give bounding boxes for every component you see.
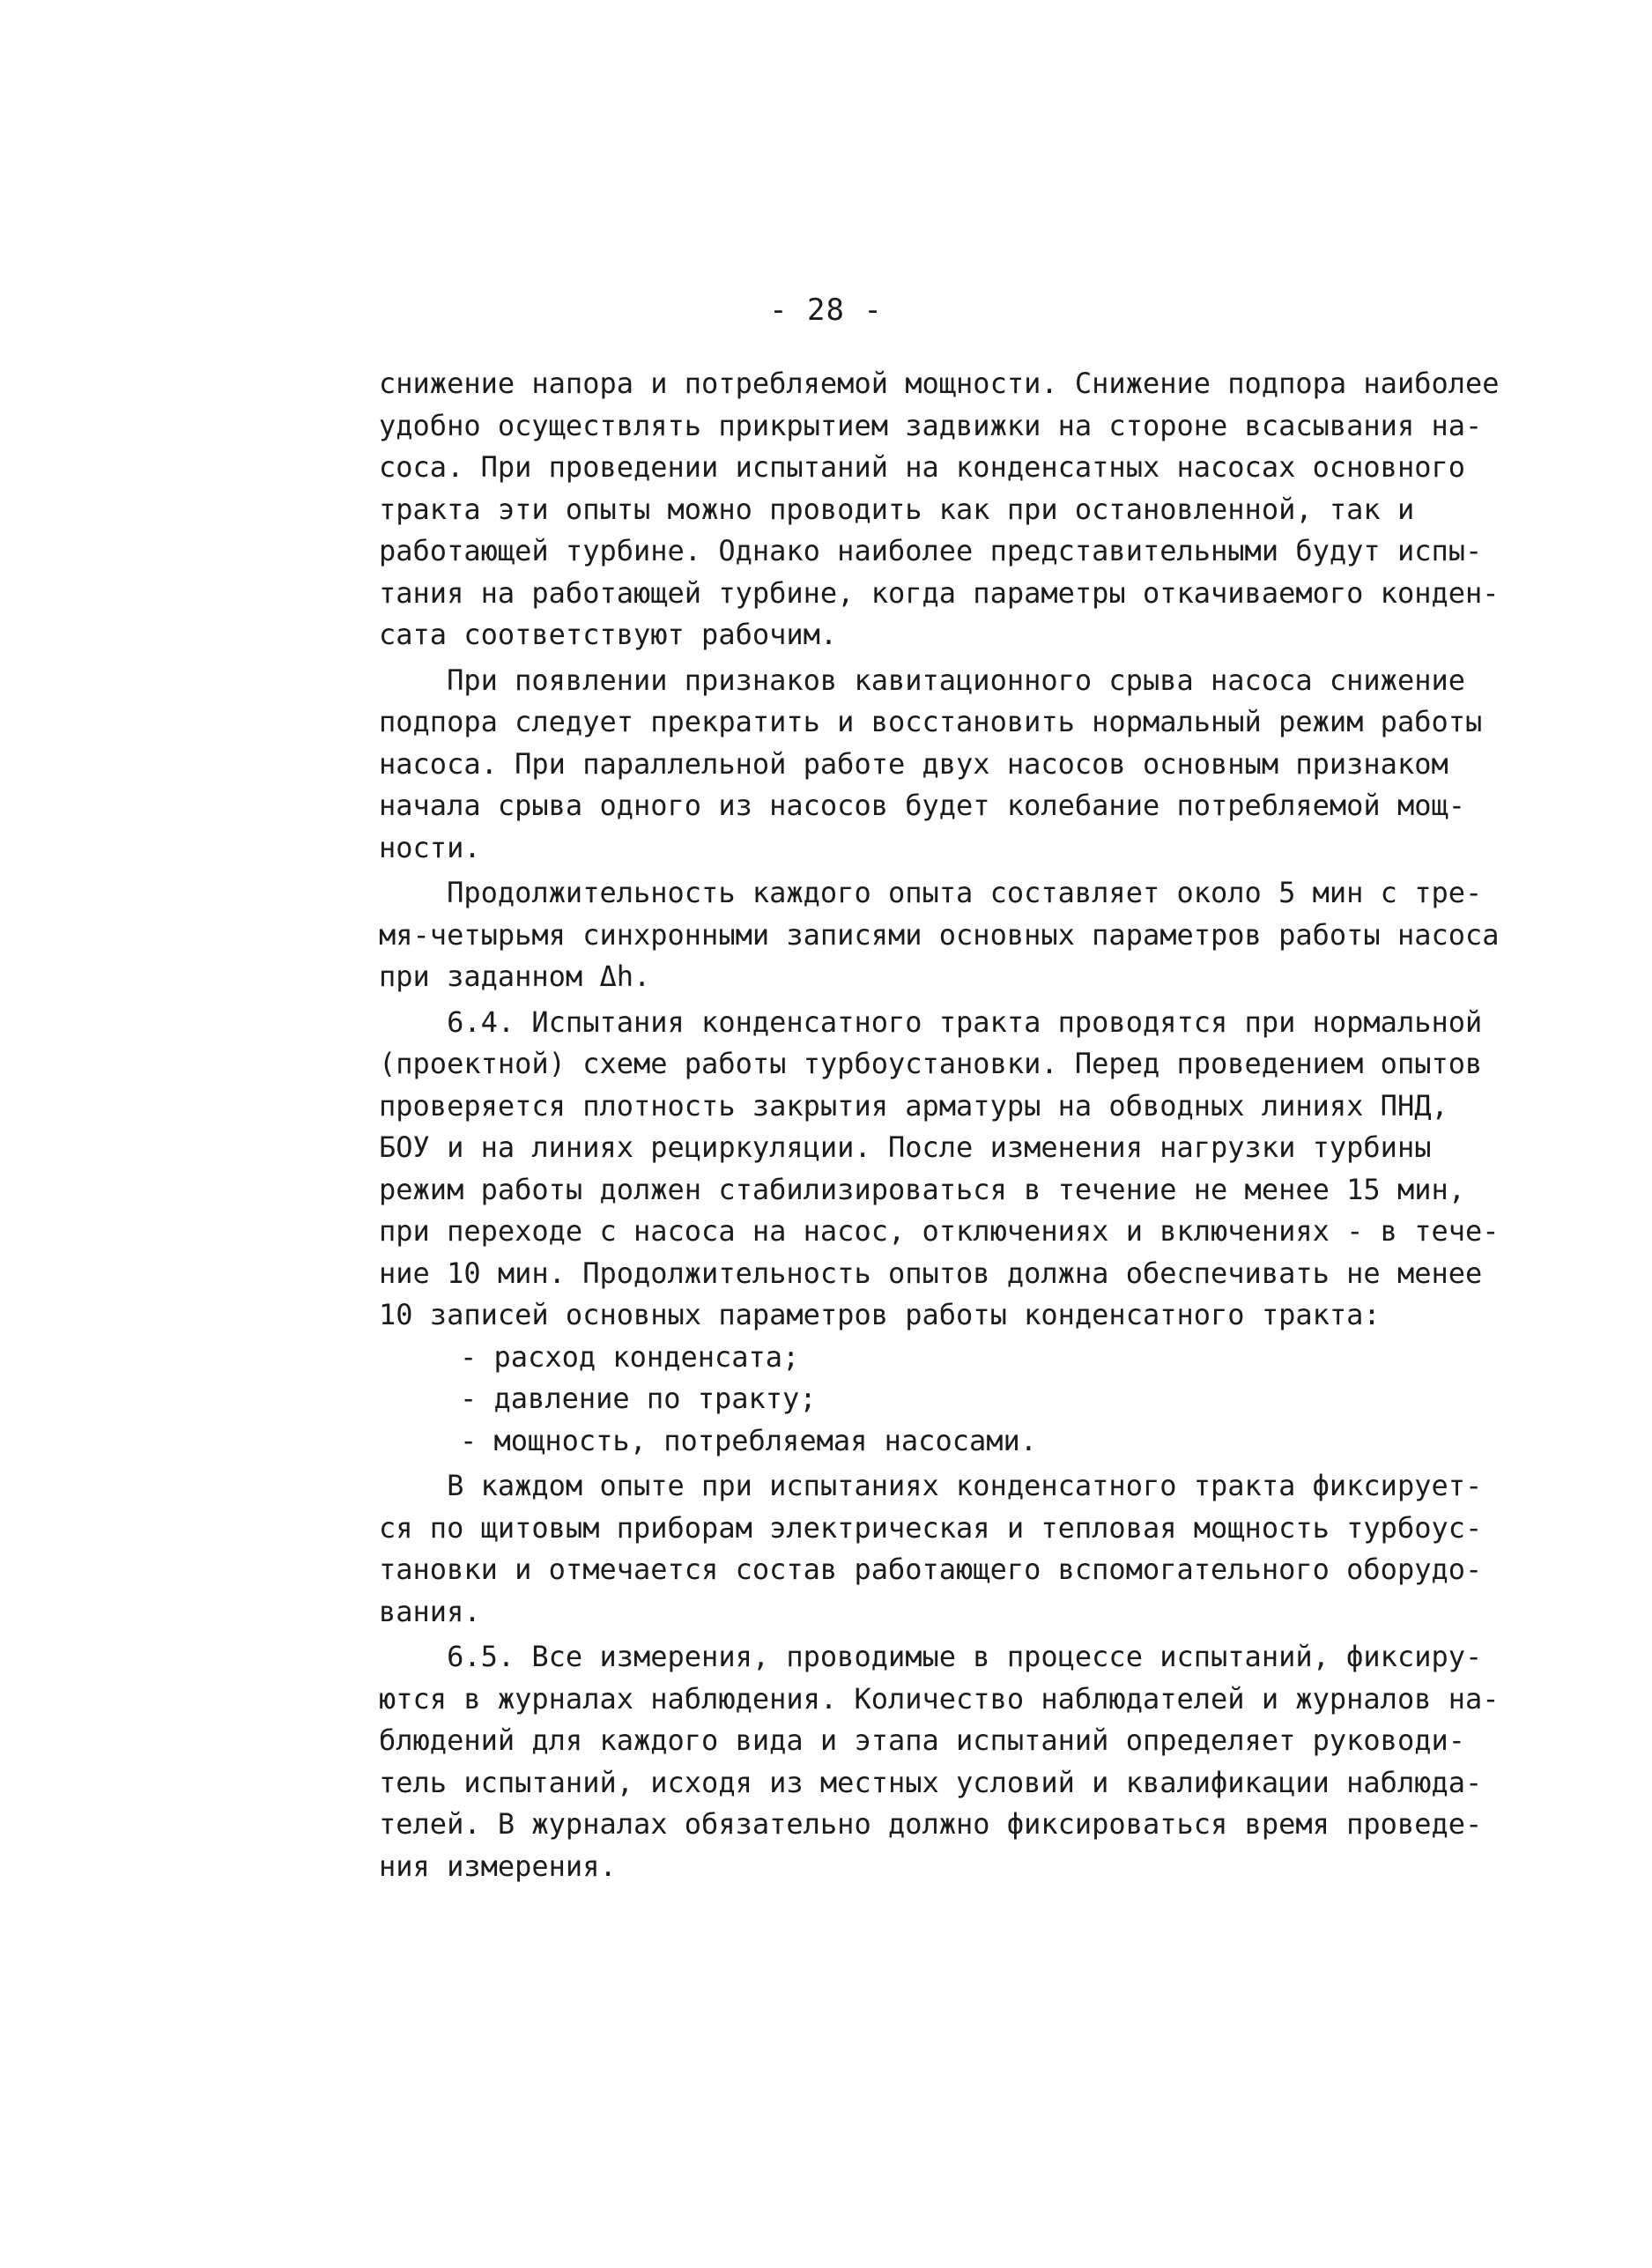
list-item: - расход конденсата; [460, 1339, 800, 1374]
text-line: тель испытаний, исходя из местных условий и квалификации наблюда- [379, 1765, 1483, 1799]
text-line: ности. [379, 830, 481, 864]
text-line: 10 записей основных параметров работы конденсатного тракта: [379, 1298, 1381, 1331]
text-line: (проектной) схеме работы турбоустановки. Перед проведением опытов [379, 1047, 1483, 1080]
text-line: 6.5. Все измерения, проводимые в процессе испытаний, фиксиру- [379, 1640, 1483, 1673]
list-item: - мощность, потребляемая насосами. [460, 1423, 1038, 1457]
text-line: телей. В журналах обязательно должно фиксироваться время проведе- [379, 1807, 1483, 1841]
text-line: тания на работающей турбине, когда параметры откачиваемого конден- [379, 575, 1500, 610]
document-body [379, 363, 1524, 1887]
paragraph-section-6-5 [379, 1636, 1524, 1887]
page-number: - 28 - [769, 293, 883, 328]
text-line: тановки и отмечается состав работающего вспомогательного оборудо- [379, 1553, 1483, 1586]
text-line: мя-четырьмя синхронными записями основных параметров работы насоса [379, 917, 1500, 952]
text-line: тракта эти опыты можно проводить как при остановленной, так и [379, 492, 1415, 526]
text-line: при заданном Δh. [379, 960, 651, 993]
text-line: проверяется плотность закрытия арматуры на обводных линиях ПНД, [379, 1088, 1448, 1123]
paragraph-1 [379, 363, 1524, 656]
text-line: подпора следует прекратить и восстановить нормальный режим работы [379, 705, 1483, 738]
text-line: работающей турбине. Однако наиболее представительными будут испы- [379, 534, 1483, 567]
text-line: блюдений для каждого вида и этапа испытаний определяет руководи- [379, 1723, 1465, 1757]
paragraph-2 [379, 660, 1524, 870]
text-line: ются в журналах наблюдения. Количество наблюдателей и журналов на- [379, 1681, 1500, 1716]
paragraph-section-6-4 [379, 1002, 1524, 1337]
text-line: В каждом опыте при испытаниях конденсатного тракта фиксирует- [379, 1469, 1483, 1502]
text-line: насоса. При параллельной работе двух насосов основным признаком [379, 746, 1448, 781]
text-line: соса. При проведении испытаний на конденсатных насосах основного [379, 450, 1465, 484]
paragraph-5 [379, 1465, 1524, 1633]
text-line: ния измерения. [379, 1849, 617, 1883]
list-item: - давление по тракту; [460, 1382, 817, 1415]
text-line: сата соответствуют рабочим. [379, 618, 838, 651]
parameter-list [379, 1337, 1524, 1463]
text-line: начала срыва одного из насосов будет колебание потребляемой мощ- [379, 789, 1465, 822]
text-line: ся по щитовым приборам электрическая и тепловая мощность турбоус- [379, 1510, 1483, 1545]
text-line: режим работы должен стабилизироваться в течение не менее 15 мин, [379, 1172, 1465, 1206]
text-line: БОУ и на линиях рециркуляции. После изменения нагрузки турбины [379, 1130, 1432, 1164]
text-line: 6.4. Испытания конденсатного тракта проводятся при нормальной [379, 1004, 1483, 1039]
text-line: Продолжительность каждого опыта составляет около 5 мин с тре- [379, 876, 1483, 909]
text-line: вания. [379, 1594, 481, 1628]
text-line: снижение напора и потребляемой мощности. Снижение подпора наиболее [379, 367, 1500, 400]
text-line: ние 10 мин. Продолжительность опытов должна обеспечивать не менее [379, 1256, 1483, 1290]
text-line: при переходе с насоса на насос, отключениях и включениях - в тече- [379, 1214, 1500, 1248]
text-line: удобно осуществлять прикрытием задвижки на стороне всасывания на- [379, 408, 1483, 442]
text-line: При появлении признаков кавитационного срыва насоса снижение [379, 663, 1465, 697]
paragraph-3 [379, 872, 1524, 998]
